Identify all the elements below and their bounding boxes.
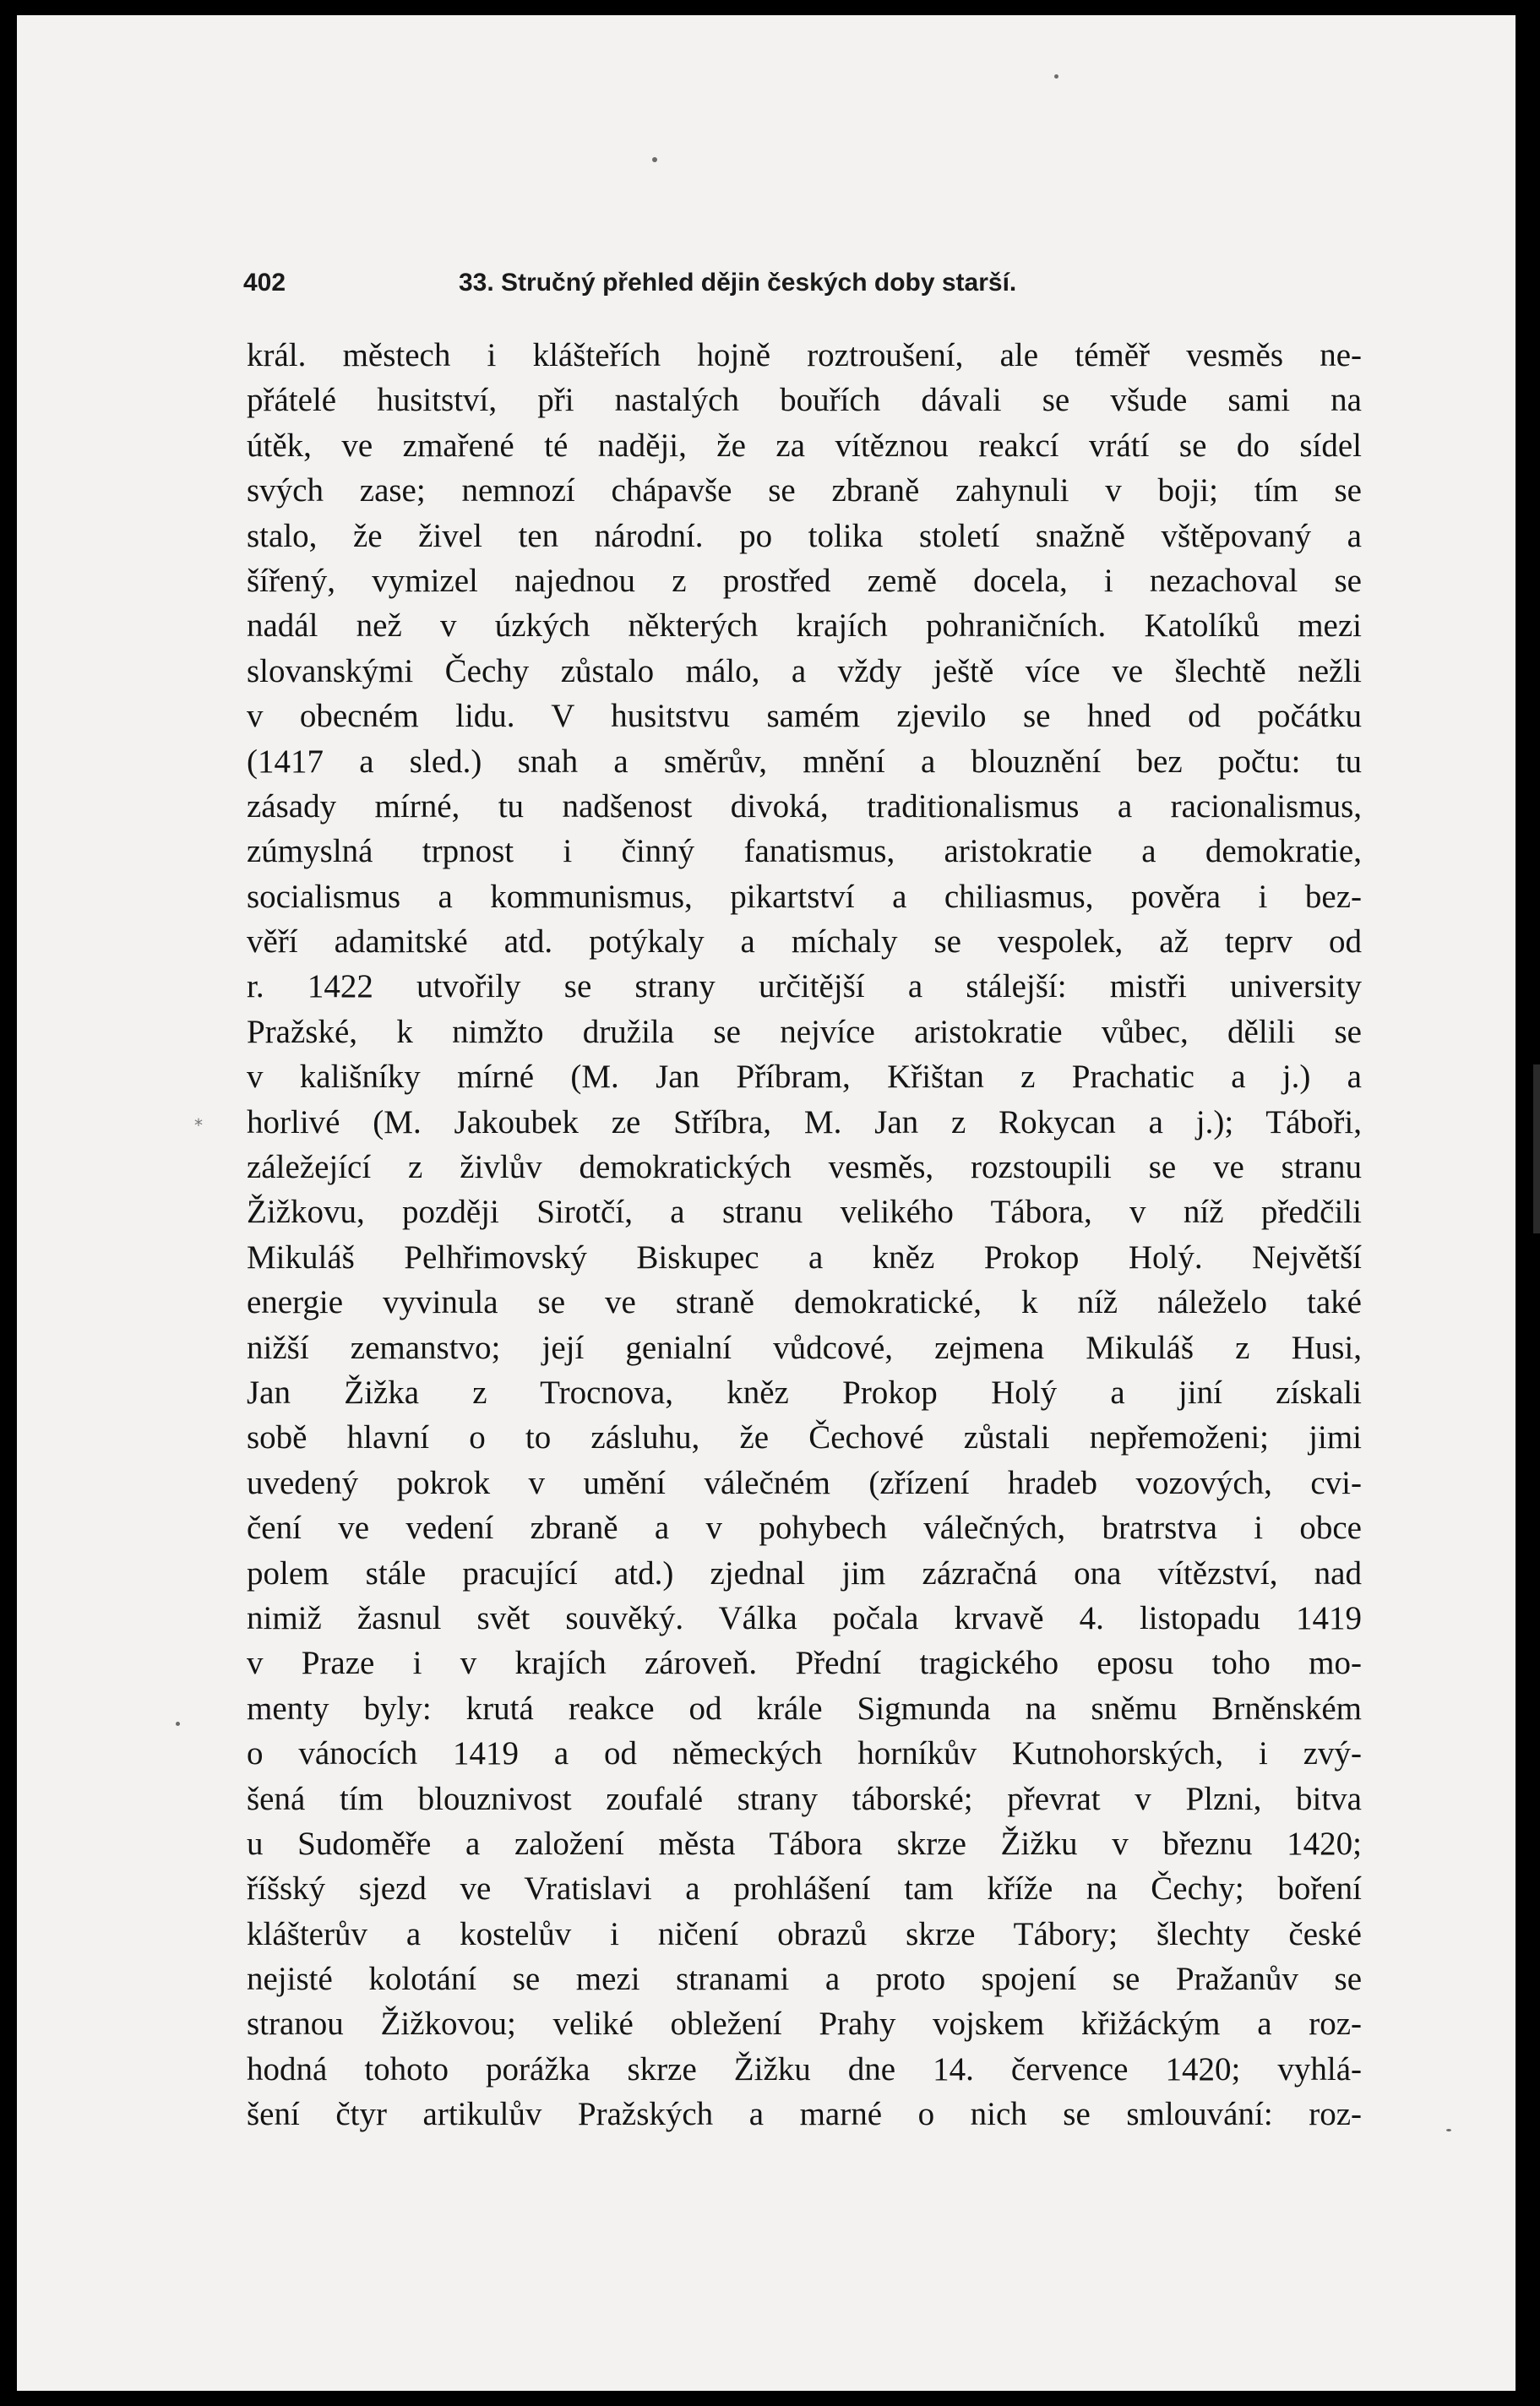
text-line: klášterův a kostelův i ničení obrazů skrze Tábory; šlechty české [247, 1915, 1362, 1952]
page-edge-shadow [1533, 1064, 1540, 1233]
dust-speck [1054, 74, 1058, 79]
text-line: v obecném lidu. V husitstvu samém zjevilo se hned od počátku [247, 698, 1362, 735]
text-line: hodná tohoto porážka skrze Žižku dne 14. července 1420; vyhlá- [247, 2050, 1362, 2088]
text-line: (1417 a sled.) snah a směrův, mnění a blouznění bez počtu: tu [247, 743, 1362, 780]
text-line: stranou Žižkovou; veliké obležení Prahy vojskem křižáckým a roz- [247, 2006, 1362, 2043]
text-line: šená tím blouznivost zoufalé strany táborské; převrat v Plzni, bitva [247, 1780, 1362, 1817]
text-line: o vánocích 1419 a od německých horníkův Kutnohorských, i zvý- [247, 1735, 1362, 1772]
text-line: v kališníky mírné (M. Jan Příbram, Křištan z Prachatic a j.) a [247, 1059, 1362, 1096]
text-line: šířený, vymizel najednou z prostřed země docela, i nezachoval se [247, 562, 1362, 599]
text-line: Jan Žižka z Trocnova, kněz Prokop Holý a jiní získali [247, 1374, 1362, 1411]
text-line: nimiž žasnul svět souvěký. Válka počala krvavě 4. listopadu 1419 [247, 1599, 1362, 1636]
text-line: Žižkovu, později Sirotčí, a stranu velikého Tábora, v níž předčili [247, 1194, 1362, 1231]
text-line: král. městech i klášteřích hojně roztroušení, ale téměř vesměs ne- [247, 337, 1362, 373]
page-number: 402 [243, 269, 286, 297]
text-line: nadál než v úzkých některých krajích pohraničních. Katolíků mezi [247, 607, 1362, 645]
text-line: říšský sjezd ve Vratislavi a prohlášení tam kříže na Čechy; boření [247, 1870, 1362, 1908]
text-line: zúmyslná trpnost i činný fanatismus, aristokratie a demokratie, [247, 833, 1362, 870]
text-line: Mikuláš Pelhřimovský Biskupec a kněz Prokop Holý. Největší [247, 1238, 1362, 1276]
text-line: stalo, že živel ten národní. po tolika století snažně vštěpovaný a [247, 517, 1362, 554]
dust-speck [176, 1722, 180, 1726]
text-line: slovanskými Čechy zůstalo málo, a vždy ještě více ve šlechtě nežli [247, 652, 1362, 689]
dust-speck [652, 157, 657, 162]
text-line: v Praze i v krajích zároveň. Přední tragického eposu toho mo- [247, 1645, 1362, 1682]
text-line: menty byly: krutá reakce od krále Sigmunda na sněmu Brněnském [247, 1690, 1362, 1727]
text-line: věří adamitské atd. potýkaly a míchaly se vespolek, až teprv od [247, 923, 1362, 961]
text-line: polem stále pracující atd.) zjednal jim zázračná ona vítězství, nad [247, 1554, 1362, 1592]
running-head: 33. Stručný přehled dějin českých doby starší. [459, 269, 1017, 297]
text-line: uvedený pokrok v umění válečném (zřízení hradeb vozových, cvi- [247, 1464, 1362, 1501]
text-line: svých zase; nemnozí chápavše se zbraně zahynuli v boji; tím se [247, 472, 1362, 509]
text-line: nižší zemanstvo; její genialní vůdcové, zejmena Mikuláš z Husi, [247, 1329, 1362, 1366]
text-line: šení čtyr artikulův Pražských a marné o nich se smlouvání: roz- [247, 2096, 1362, 2133]
text-line: zásady mírné, tu nadšenost divoká, traditionalismus a racionalismus, [247, 787, 1362, 825]
text-line: r. 1422 utvořily se strany určitější a stálejší: mistři university [247, 968, 1362, 1005]
text-line: nejisté kolotání se mezi stranami a proto spojení se Pražanův se [247, 1961, 1362, 1998]
text-line: Pražské, k nimžto družila se nejvíce aristokratie vůbec, dělili se [247, 1013, 1362, 1050]
book-page [17, 15, 1516, 2391]
margin-mark: * [194, 1115, 203, 1135]
page-header [243, 269, 1257, 302]
text-line: útěk, ve zmařené té naději, že za vítěznou reakcí vrátí se do sídel [247, 427, 1362, 464]
text-line: záležející z živlův demokratických vesměs, rozstoupili se ve stranu [247, 1149, 1362, 1186]
body-text [247, 333, 1362, 2137]
text-line: socialismus a kommunismus, pikartství a chiliasmus, pověra i bez- [247, 878, 1362, 915]
text-line: u Sudoměře a založení města Tábora skrze Žižku v březnu 1420; [247, 1825, 1362, 1862]
text-line: horlivé (M. Jakoubek ze Stříbra, M. Jan z Rokycan a j.); Táboři, [247, 1103, 1362, 1140]
dust-speck [1446, 2129, 1451, 2131]
text-line: přátelé husitství, při nastalých bouřích dávali se všude sami na [247, 382, 1362, 419]
text-line: čení ve vedení zbraně a v pohybech válečných, bratrstva i obce [247, 1510, 1362, 1547]
text-line: sobě hlavní o to zásluhu, že Čechové zůstali nepřemoženi; jimi [247, 1419, 1362, 1456]
text-line: energie vyvinula se ve straně demokratické, k níž náleželo také [247, 1284, 1362, 1321]
